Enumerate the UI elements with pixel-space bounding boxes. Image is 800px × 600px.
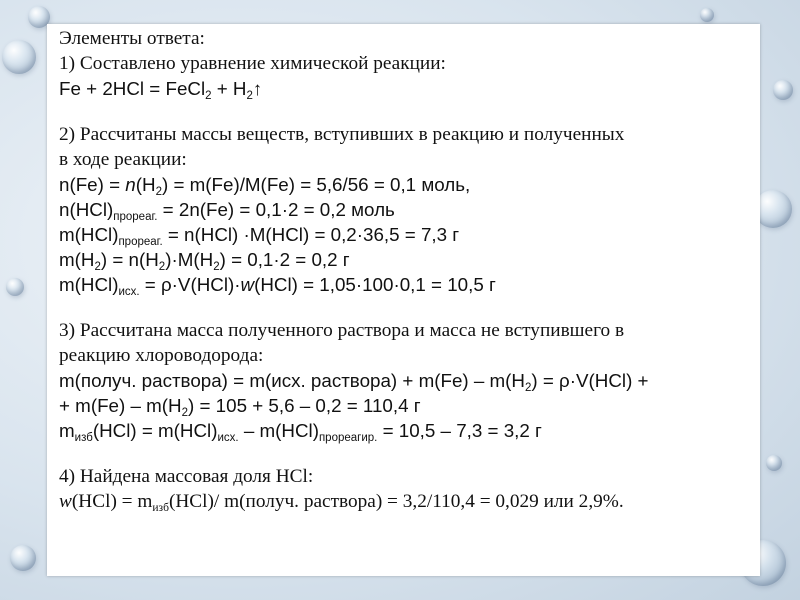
up-arrow-icon: ↑ xyxy=(252,78,263,99)
water-drop xyxy=(2,40,36,74)
step4-title: 4) Найдена массовая доля HCl: xyxy=(59,466,314,487)
step3-line-3: $m_{изб}(HCl) = m(HCl)_{исх.} - m(HCl)_{прореагир.} = 10,5 - 7,3 = 3,2$ г xyxy=(59,420,542,444)
step2-line-5: $m(HCl)_{исх.} = \rho\cdot V(HCl)\cdot w(HCl) = 1,05\cdot 100\cdot 0,1 = 10,5$ г xyxy=(59,274,496,298)
step2-line-1: $n(Fe) = n(H_2) = m(Fe)/M(Fe) = 5,6/56 = 0,1$ моль, xyxy=(59,174,471,198)
water-drop xyxy=(6,278,24,296)
step1-title: 1) Составлено уравнение химической реакции: xyxy=(59,53,446,74)
step2-line-2: $n(HCl)_{прореаг.} = 2n(Fe) = 0,1\cdot 2 = 0,2$ моль xyxy=(59,199,395,223)
step3-line-2: + $m(Fe) - m(H_2) = 105 + 5,6 - 0,2 = 110,4$ г xyxy=(59,395,421,419)
step2-title: 2) Рассчитаны массы веществ, вступивших в реакцию и полученных xyxy=(59,124,625,145)
step3-title: 3) Рассчитана масса полученного раствора и масса не вступившего в xyxy=(59,320,625,341)
step4-line: $w(HCl) = m_{изб}(HCl)/$ m(получ. раствора) = 3,2/110,4 = 0,029 или 2,9%. xyxy=(59,491,624,514)
step1-equation: Fe + 2HCl = FeCl$_2$ + $H_2↑$ xyxy=(59,78,263,102)
answer-panel xyxy=(47,24,760,576)
step3-title-cont: реакцию хлороводорода: xyxy=(59,345,264,366)
water-drop xyxy=(700,8,714,22)
step2-line-3: $m(HCl)_{прореаг.} = n(HCl) \cdot M(HCl) = 0,2\cdot 36,5 = 7,3$ г xyxy=(59,224,460,248)
step2-title-cont: в ходе реакции: xyxy=(59,149,187,170)
answer-header: Элементы ответа: xyxy=(59,28,205,49)
water-drop xyxy=(773,80,793,100)
water-drop xyxy=(10,545,36,571)
water-drop xyxy=(766,455,782,471)
step2-line-4: $m(H_2) = n(H_2)\cdot M(H_2) = 0,1\cdot 2 = 0,2$ г xyxy=(59,249,350,273)
step3-line-1: m(получ. раствора) = m(исх. раствора) + $m(Fe) - m(H_2) = \rho\cdot V(HCl)$ + xyxy=(59,370,649,394)
